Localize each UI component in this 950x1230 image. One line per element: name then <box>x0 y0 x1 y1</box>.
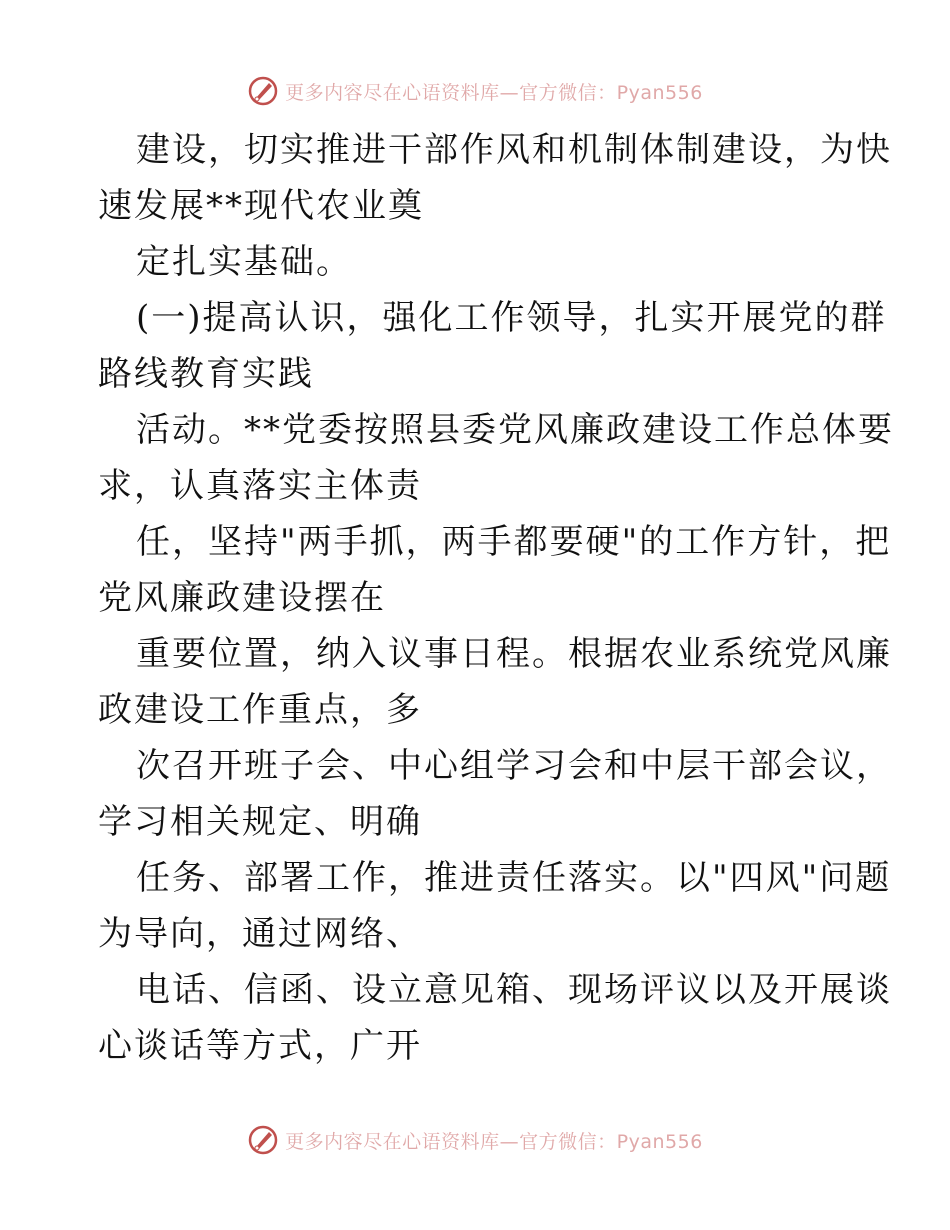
footer-watermark <box>0 1120 950 1160</box>
text-line: 次召开班子会、中心组学习会和中层干部会议， <box>136 746 892 786</box>
text-line: (一)提高认识，强化工作领导，扎实开展党的群 <box>136 298 887 338</box>
text-line: 党风廉政建设摆在 <box>98 578 386 618</box>
text-line: 为导向，通过网络、 <box>98 914 422 954</box>
text-line: 求，认真落实主体责 <box>98 466 422 506</box>
text-line: 任，坚持"两手抓，两手都要硬"的工作方针，把 <box>136 522 892 562</box>
watermark-text: 更多内容尽在心语资料库—官方微信：Pyan556 <box>285 81 703 104</box>
header-watermark <box>0 71 950 111</box>
text-line: 任务、部署工作，推进责任落实。以"四风"问题 <box>136 858 892 898</box>
pen-in-circle-icon <box>247 75 279 107</box>
document-body <box>98 122 894 1074</box>
text-line: 学习相关规定、明确 <box>98 802 422 842</box>
text-line: 心谈话等方式，广开 <box>98 1026 422 1066</box>
text-line: 政建设工作重点，多 <box>98 690 422 730</box>
text-line: 电话、信函、设立意见箱、现场评议以及开展谈 <box>136 970 892 1010</box>
text-line: 路线教育实践 <box>98 354 314 394</box>
pen-in-circle-icon <box>247 1124 279 1156</box>
text-line: 重要位置，纳入议事日程。根据农业系统党风廉 <box>136 634 892 674</box>
text-line: 速发展**现代农业奠 <box>98 186 424 226</box>
text-line: 活动。**党委按照县委党风廉政建设工作总体要 <box>136 410 894 450</box>
watermark-text: 更多内容尽在心语资料库—官方微信：Pyan556 <box>285 1130 703 1153</box>
text-line: 定扎实基础。 <box>136 242 352 282</box>
text-line: 建设，切实推进干部作风和机制体制建设，为快 <box>136 130 892 170</box>
